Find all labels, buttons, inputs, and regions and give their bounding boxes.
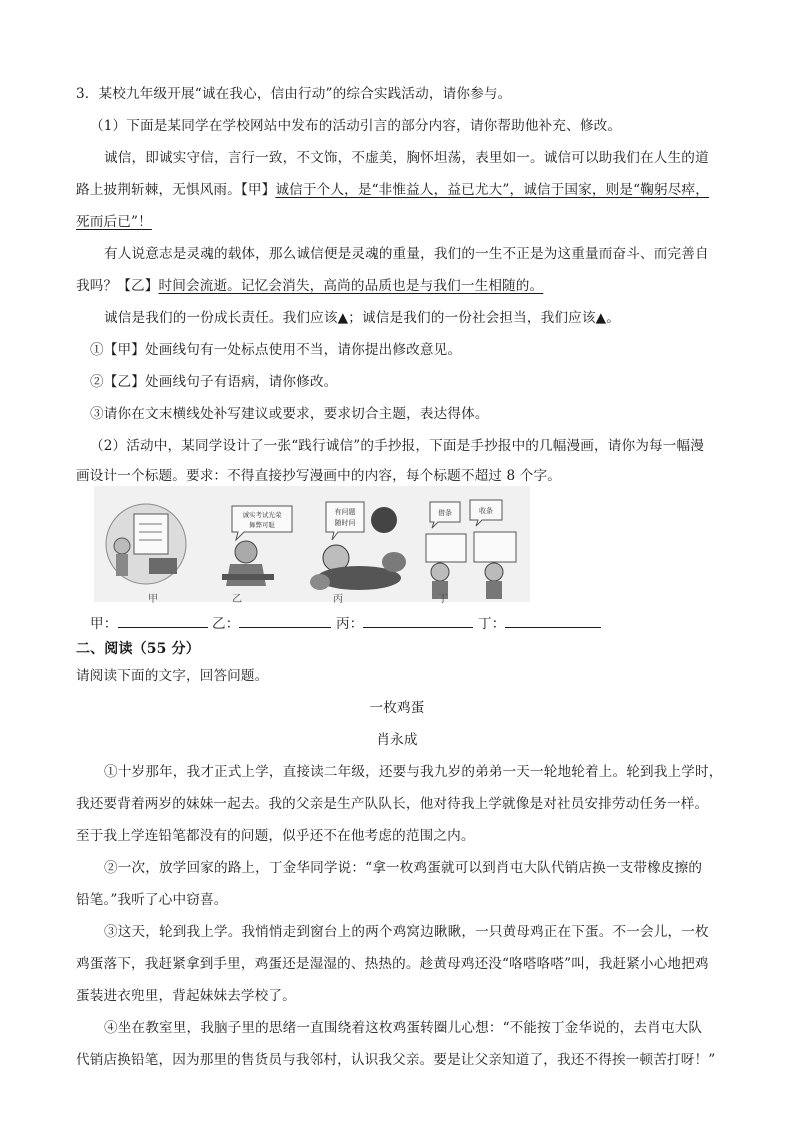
story-line: ②一次，放学回家的路上，丁金华同学说：“拿一枚鸡蛋就可以到肖屯大队代销店换一支带橡皮擦的	[104, 860, 703, 876]
passage-para-1-line-2	[76, 178, 776, 198]
section-2-instruction: 请阅读下面的文字，回答问题。	[76, 668, 269, 684]
comic-label-jia: 甲	[148, 594, 158, 605]
question-3-title: 3．某校九年级开展“诚在我心，信由行动”的综合实践活动，请你参与。	[76, 86, 512, 102]
blank-label-jia: 甲：	[90, 616, 118, 632]
sub-question-1: ①【甲】处画线句有一处标点使用不当，请你提出修改意见。	[90, 342, 462, 358]
comic-ding-text-2: 收条	[479, 507, 493, 515]
passage-para-3: 诚信是我们的一份成长责任。我们应该▲；诚信是我们的一份社会担当，我们应该▲。	[104, 310, 620, 326]
comic-label-yi: 乙	[232, 594, 242, 605]
comic-yi-text-1: 诚实考试光荣	[242, 511, 282, 519]
story-author: 肖永成	[376, 732, 418, 748]
underlined-sentence-jia: 诚信于个人，是“非惟益人，益已尤大”，诚信于国家，则是“鞠躬尽瘁，	[275, 182, 709, 198]
section-2-heading: 二、阅读（55 分）	[76, 641, 200, 657]
blank-jia[interactable]	[118, 615, 208, 628]
passage-para-2-line-2	[76, 274, 776, 294]
comic-ding-text-1: 借条	[438, 509, 452, 517]
comic-label-bing: 丙	[333, 594, 343, 605]
marker-jia: 路上披荆斩棘，无惧风雨。【甲】	[76, 182, 276, 198]
passage-para-2-line-1: 有人说意志是灵魂的载体，那么诚信便是灵魂的重量，我们的一生不正是为这重量而奋斗、而完善自	[104, 246, 709, 262]
blank-bing[interactable]	[363, 615, 473, 628]
underlined-sentence-jia-end: 死而后已”！	[76, 214, 152, 230]
story-line: 蛋装进衣兜里，背起妹妹去学校了。	[76, 988, 296, 1004]
sub-question-3: ③请你在文末横线处补写建议或要求，要求切合主题，表达得体。	[90, 406, 489, 422]
story-line: ④坐在教室里，我脑子里的思绪一直围绕着这枚鸡蛋转圈儿心想：“不能按丁金华说的，去肖屯大队	[104, 1020, 703, 1036]
comic-jia	[106, 504, 186, 584]
part-2-line-1: （2）活动中，某同学设计了一张“践行诚信”的手抄报，下面是手抄报中的几幅漫画，请你为每一幅漫	[90, 438, 704, 454]
story-line: 代销店换铅笔，因为那里的售货员与我邻村，认识我父亲。要是让父亲知道了，我还不得挨一顿苦打呀！”	[76, 1052, 716, 1068]
blank-label-yi: 乙：	[211, 616, 240, 632]
passage-para-1-line-3	[76, 210, 776, 230]
marker-yi: 我吗？【乙】	[76, 278, 159, 294]
passage-para-1-line-1: 诚信，即诚实守信，言行一致，不文饰，不虚美，胸怀坦荡，表里如一。诚信可以助我们在人生的道	[104, 150, 709, 166]
story-line: 至于我上学连铅笔都没有的问题，似乎还不在他考虑的范围之内。	[76, 828, 475, 844]
story-line: 鸡蛋落下，我赶紧拿到手里，鸡蛋还是湿湿的、热热的。趁黄母鸡还没“咯嗒咯嗒”叫，我赶紧小心地把鸡	[76, 956, 709, 972]
comic-yi-text-2: 舞弊可耻	[249, 521, 275, 529]
underlined-sentence-yi: 时间会流逝。记忆会消失，高尚的品质也是与我们一生相随的。	[158, 278, 544, 294]
sub-question-2: ②【乙】处画线句子有语病，请你修改。	[90, 374, 338, 390]
blank-ding[interactable]	[505, 615, 601, 628]
story-line: 我还要背着两岁的妹妹一起去。我的父亲是生产队队长，他对待我上学就像是对社员安排劳动任务一样。	[76, 796, 709, 812]
comic-bing-text-1: 有问题	[334, 508, 356, 516]
comic-strip-illustration	[94, 486, 530, 602]
blank-label-bing: 丙：	[335, 616, 364, 632]
part-2-line-2: 画设计一个标题。要求：不得直接抄写漫画中的内容，每个标题不超过 8 个字。	[76, 468, 562, 484]
blank-label-ding: 丁：	[477, 616, 506, 632]
comic-bing-text-2: 随时问	[334, 519, 356, 527]
story-line: 铅笔。”我听了心中窃喜。	[76, 892, 228, 908]
story-line: ①十岁那年，我才正式上学，直接读二年级，还要与我九岁的弟弟一天一轮地轮着上。轮到我上学时，	[104, 764, 723, 780]
comic-label-ding: 丁	[438, 594, 448, 605]
part-1-intro: （1）下面是某同学在学校网站中发布的活动引言的部分内容，请你帮助他补充、修改。	[90, 118, 622, 134]
blank-yi[interactable]	[239, 615, 331, 628]
story-line: ③这天，轮到我上学。我悄悄走到窗台上的两个鸡窝边瞅瞅，一只黄母鸡正在下蛋。不一会儿，一枚	[104, 924, 709, 940]
answer-blanks-row	[90, 612, 790, 632]
story-title: 一枚鸡蛋	[369, 700, 425, 716]
